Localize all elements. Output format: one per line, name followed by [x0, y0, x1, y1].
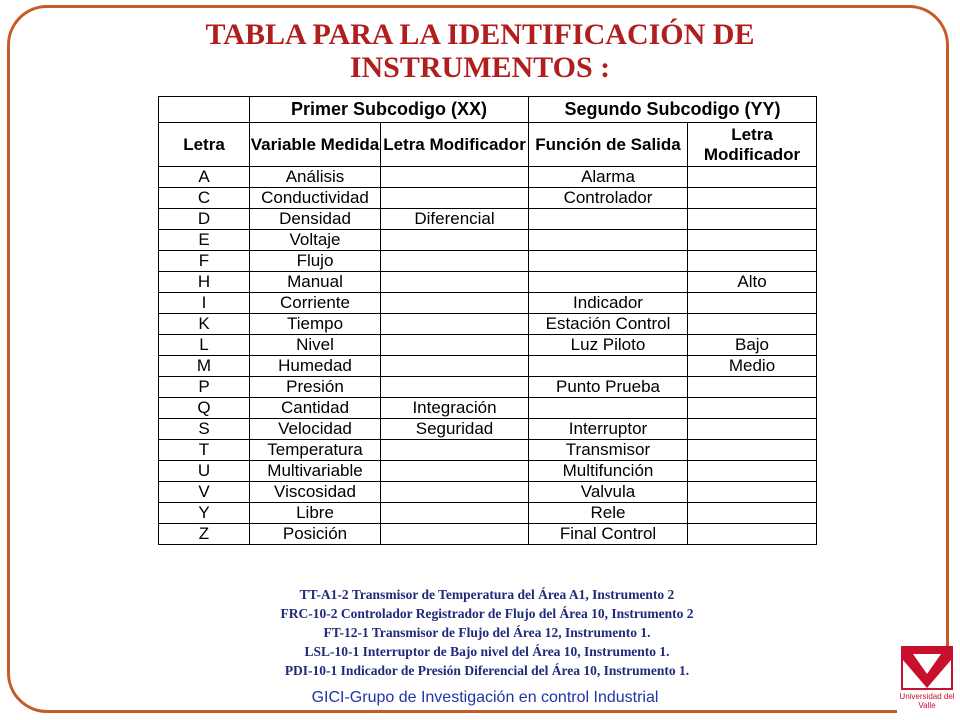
table-cell [381, 482, 529, 503]
table-cell: Humedad [250, 356, 381, 377]
table-cell: Medio [688, 356, 817, 377]
table-cell [688, 314, 817, 335]
table-cell: Viscosidad [250, 482, 381, 503]
examples-block [160, 585, 814, 680]
table-cell: Nivel [250, 335, 381, 356]
table-cell: Punto Prueba [529, 377, 688, 398]
table-cell: Flujo [250, 251, 381, 272]
table-cell: E [159, 230, 250, 251]
table-cell [688, 461, 817, 482]
table-cell: V [159, 482, 250, 503]
example-line: FRC-10-2 Controlador Registrador de Flujo del Área 10, Instrumento 2 [280, 606, 694, 621]
table-cell: A [159, 167, 250, 188]
table-cell: Luz Piloto [529, 335, 688, 356]
table-cell [688, 230, 817, 251]
table-cell: Multifunción [529, 461, 688, 482]
logo-shape [903, 648, 951, 688]
table-cell: Presión [250, 377, 381, 398]
table-cell [381, 167, 529, 188]
table-cell: H [159, 272, 250, 293]
univalle-logo [897, 646, 957, 714]
table-cell [381, 293, 529, 314]
table-cell: Voltaje [250, 230, 381, 251]
table-cell [529, 356, 688, 377]
table-cell: Interruptor [529, 419, 688, 440]
table-cell [688, 188, 817, 209]
table-cell [688, 209, 817, 230]
column-header: Letra Modificador [381, 123, 529, 167]
table-cell: Diferencial [381, 209, 529, 230]
table-cell: Alto [688, 272, 817, 293]
table-row [159, 524, 817, 545]
table-cell [381, 524, 529, 545]
instrument-table [158, 96, 817, 545]
column-header: Letra [159, 123, 250, 167]
column-header: Función de Salida [529, 123, 688, 167]
table-row [159, 230, 817, 251]
table-cell: Seguridad [381, 419, 529, 440]
table-cell [381, 503, 529, 524]
table-cell [381, 440, 529, 461]
table-cell [688, 167, 817, 188]
example-line: PDI-10-1 Indicador de Presión Diferencial del Área 10, Instrumento 1. [284, 663, 690, 678]
table-cell [688, 251, 817, 272]
table-cell: Valvula [529, 482, 688, 503]
table-cell: Cantidad [250, 398, 381, 419]
table-cell [688, 377, 817, 398]
table-row [159, 377, 817, 398]
table-cell [688, 503, 817, 524]
table-cell [688, 398, 817, 419]
table-cell: K [159, 314, 250, 335]
table-cell: Q [159, 398, 250, 419]
table-cell [688, 419, 817, 440]
table-cell: U [159, 461, 250, 482]
table-cell [529, 398, 688, 419]
table-cell [688, 482, 817, 503]
table-cell: I [159, 293, 250, 314]
table-cell: P [159, 377, 250, 398]
group-header-row [159, 97, 817, 123]
table-cell: Manual [250, 272, 381, 293]
table-cell [529, 272, 688, 293]
group-header-empty [159, 97, 250, 123]
column-header: Letra Modificador [688, 123, 817, 167]
column-header-row [159, 123, 817, 167]
table-cell: Final Control [529, 524, 688, 545]
table-cell: Conductividad [250, 188, 381, 209]
table-row [159, 209, 817, 230]
table-cell: Corriente [250, 293, 381, 314]
table-cell: T [159, 440, 250, 461]
table-cell: D [159, 209, 250, 230]
logo-text: Universidad del Valle [899, 692, 955, 710]
table-row [159, 440, 817, 461]
table-cell: Controlador [529, 188, 688, 209]
table-cell [688, 440, 817, 461]
table-row [159, 251, 817, 272]
table-cell: Tiempo [250, 314, 381, 335]
table-cell: Análisis [250, 167, 381, 188]
table-row [159, 482, 817, 503]
page-title: TABLA PARA LA IDENTIFICACIÓN DE INSTRUMENTOS : [205, 18, 755, 84]
table-row [159, 398, 817, 419]
table-body [159, 167, 817, 545]
table-row [159, 503, 817, 524]
column-header: Variable Medida [250, 123, 381, 167]
table-cell [529, 230, 688, 251]
univalle-logo-icon [901, 646, 953, 690]
table-row [159, 419, 817, 440]
table-cell [381, 377, 529, 398]
table-cell [381, 314, 529, 335]
table-cell [381, 335, 529, 356]
table-cell: Multivariable [250, 461, 381, 482]
table-row [159, 293, 817, 314]
table-cell [529, 251, 688, 272]
table-cell [381, 461, 529, 482]
group-header-second: Segundo Subcodigo (YY) [529, 97, 817, 123]
table-cell: Integración [381, 398, 529, 419]
table-cell [381, 188, 529, 209]
table-cell: L [159, 335, 250, 356]
table-cell: Z [159, 524, 250, 545]
table-cell: Bajo [688, 335, 817, 356]
table-cell: Estación Control [529, 314, 688, 335]
table-cell: S [159, 419, 250, 440]
table-cell [381, 251, 529, 272]
table-row [159, 188, 817, 209]
table-cell [529, 209, 688, 230]
table-cell: Rele [529, 503, 688, 524]
group-header-first: Primer Subcodigo (XX) [250, 97, 529, 123]
table-cell [688, 293, 817, 314]
table-cell: M [159, 356, 250, 377]
example-line: FT-12-1 Transmisor de Flujo del Área 12, Instrumento 1. [323, 625, 651, 640]
example-line: LSL-10-1 Interruptor de Bajo nivel del Área 10, Instrumento 1. [304, 644, 670, 659]
table-cell [381, 272, 529, 293]
table-cell [688, 524, 817, 545]
table-row [159, 314, 817, 335]
table-cell: Indicador [529, 293, 688, 314]
table-cell: Y [159, 503, 250, 524]
footer-text: GICI-Grupo de Investigación en control Industrial [311, 689, 659, 706]
table-row [159, 167, 817, 188]
table-cell: Alarma [529, 167, 688, 188]
table-cell: C [159, 188, 250, 209]
table-row [159, 461, 817, 482]
table-cell [381, 356, 529, 377]
table-cell: Temperatura [250, 440, 381, 461]
example-line: TT-A1-2 Transmisor de Temperatura del Área A1, Instrumento 2 [299, 587, 675, 602]
table-cell: Velocidad [250, 419, 381, 440]
table-cell: Densidad [250, 209, 381, 230]
table-row [159, 272, 817, 293]
table-row [159, 356, 817, 377]
table-cell: Libre [250, 503, 381, 524]
table-cell: Transmisor [529, 440, 688, 461]
table-cell: Posición [250, 524, 381, 545]
table-cell: F [159, 251, 250, 272]
table-row [159, 335, 817, 356]
table-cell [381, 230, 529, 251]
